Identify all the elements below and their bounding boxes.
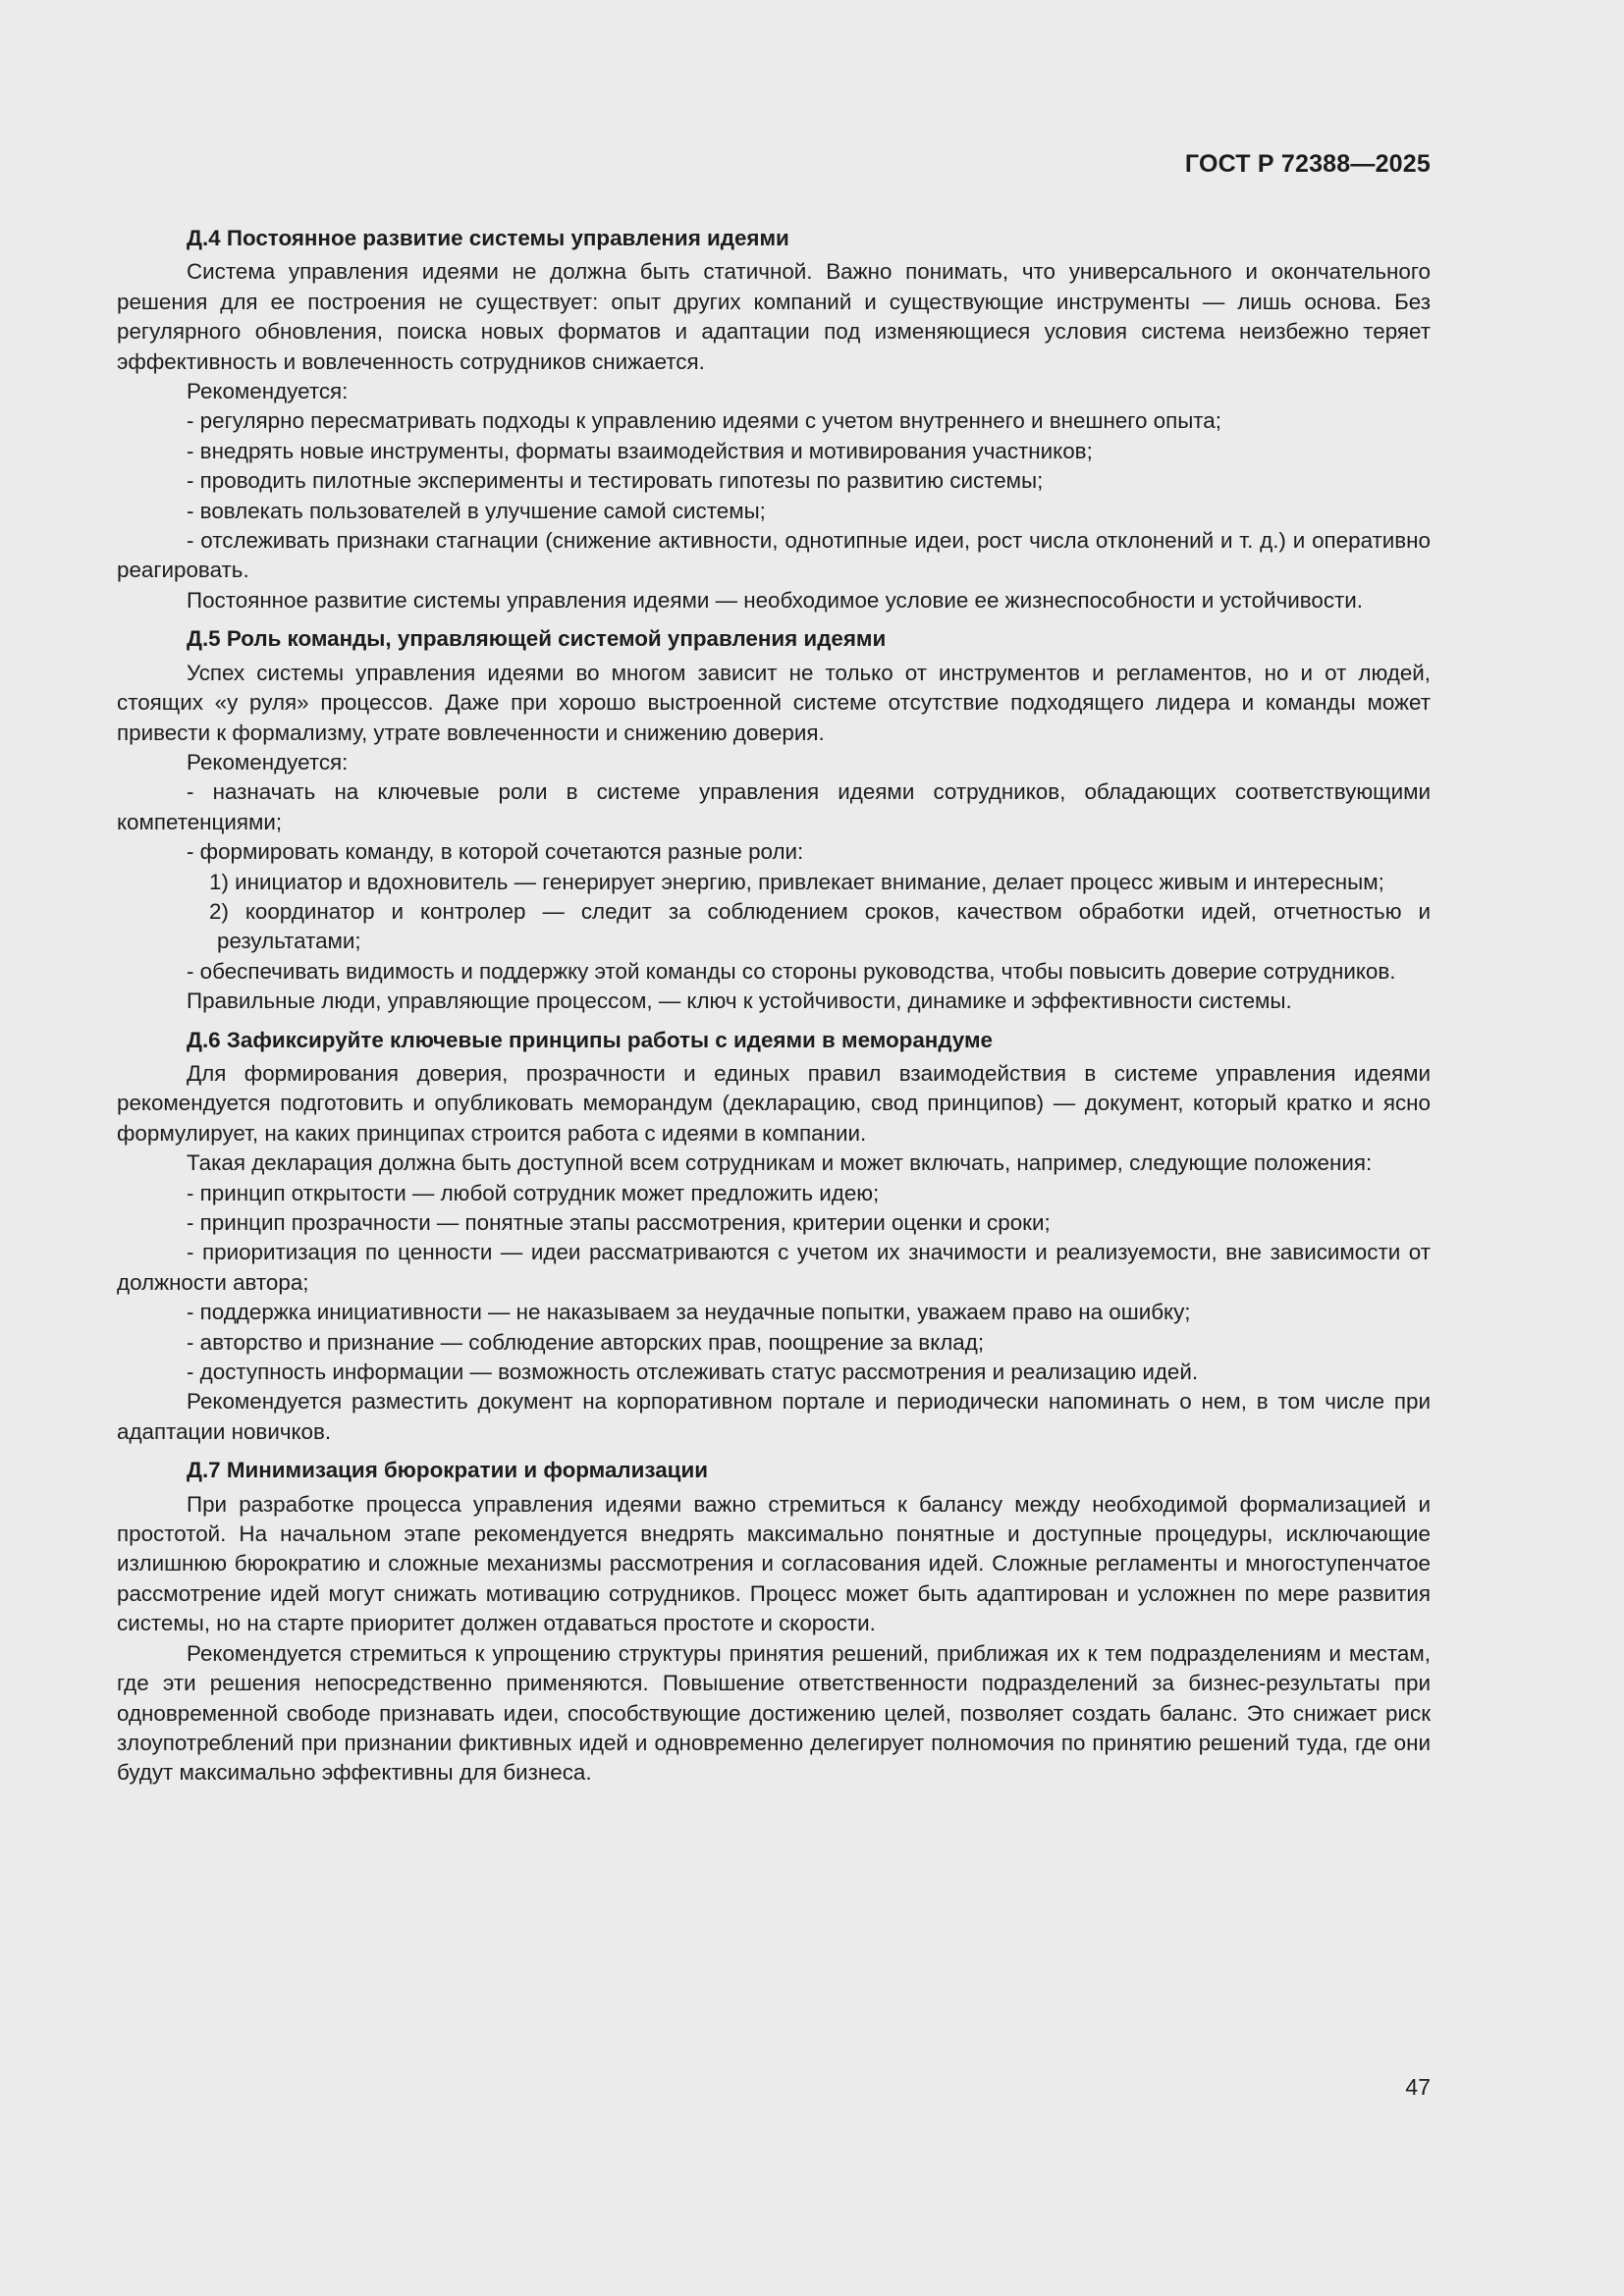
paragraph: Для формирования доверия, прозрачности и единых правил взаимодействия в системе управления идеями рекомендуется подготовить и опубликовать меморандум (декларацию, свод принципов) — документ, который кратко и ясно формулирует, на каких принципах строится работа с идеями в компании. bbox=[117, 1060, 1431, 1146]
paragraph: Рекомендуется стремиться к упрощению структуры принятия решений, приближая их к тем подразделениям и местам, где эти решения непосредственно применяются. Повышение ответственности подразделений за бизнес-результаты при одновременной свободе признавать идеи, способствующие достижению целей, позволяет создать баланс. Это снижает риск злоупотреблений при признании фиктивных идей и одновременно делегирует полномочия по принятию решений туда, где они будут максимально эффективны для бизнеса. bbox=[117, 1640, 1431, 1786]
list-item: - назначать на ключевые роли в системе управления идеями сотрудников, обладающих соответствующими компетенциями; bbox=[117, 779, 1431, 834]
paragraph: Постоянное развитие системы управления идеями — необходимое условие ее жизнеспособности и устойчивости. bbox=[187, 587, 1364, 613]
list-item: - обеспечивать видимость и поддержку этой команды со стороны руководства, чтобы повысить доверие сотрудников. bbox=[187, 958, 1396, 984]
paragraph: Такая декларация должна быть доступной всем сотрудникам и может включать, например, следующие положения: bbox=[187, 1150, 1373, 1176]
sub-list-item: 1) инициатор и вдохновитель — генерирует энергию, привлекает внимание, делает процесс живым и интересным; bbox=[209, 869, 1384, 894]
list-item: - доступность информации — возможность отслеживать статус рассмотрения и реализацию идей. bbox=[187, 1360, 1199, 1385]
list-item: - проводить пилотные эксперименты и тестировать гипотезы по развитию системы; bbox=[187, 468, 1044, 494]
document-body bbox=[117, 224, 1431, 1789]
standard-code-header: ГОСТ Р 72388—2025 bbox=[1184, 150, 1431, 178]
paragraph: Успех системы управления идеями во многом зависит не только от инструментов и регламентов, но и от людей, стоящих «у руля» процессов. Даже при хорошо выстроенной системе отсутствие подходящего лидера и команды может привести к формализму, утрате вовлеченности и снижению доверия. bbox=[117, 660, 1431, 745]
list-item: - приоритизация по ценности — идеи рассматриваются с учетом их значимости и реализуемости, вне зависимости от должности автора; bbox=[117, 1240, 1431, 1295]
list-item: - принцип прозрачности — понятные этапы рассмотрения, критерии оценки и сроки; bbox=[187, 1210, 1051, 1235]
list-item: - отслеживать признаки стагнации (снижение активности, однотипные идеи, рост числа отклонений и т. д.) и оперативно реагировать. bbox=[117, 528, 1431, 583]
list-item: - поддержка инициативности — не наказываем за неудачные попытки, уважаем право на ошибку; bbox=[187, 1300, 1191, 1325]
paragraph: Правильные люди, управляющие процессом, — ключ к устойчивости, динамике и эффективности системы. bbox=[187, 988, 1292, 1014]
sub-list-item: 2) координатор и контролер — следит за соблюдением сроков, качеством обработки идей, отчетностью и результатами; bbox=[209, 898, 1431, 954]
section-heading: Д.5 Роль команды, управляющей системой управления идеями bbox=[187, 626, 887, 652]
paragraph: Рекомендуется: bbox=[187, 749, 349, 774]
paragraph: Рекомендуется: bbox=[187, 379, 349, 404]
list-item: - авторство и признание — соблюдение авторских прав, поощрение за вклад; bbox=[187, 1329, 985, 1355]
list-item: - вовлекать пользователей в улучшение самой системы; bbox=[187, 498, 766, 523]
list-item: - внедрять новые инструменты, форматы взаимодействия и мотивирования участников; bbox=[187, 438, 1093, 463]
paragraph: При разработке процесса управления идеями важно стремиться к балансу между необходимой формализацией и простотой. На начальном этапе рекомендуется внедрять максимально понятные и доступные процедуры, исключающие излишнюю бюрократию и сложные механизмы рассмотрения и согласования идей. Сложные регламенты и многоступенчатое рассмотрение идей могут снижать мотивацию сотрудников. Процесс может быть адаптирован и усложнен по мере развития системы, но на старте приоритет должен отдаваться простоте и скорости. bbox=[117, 1491, 1431, 1636]
paragraph: Рекомендуется разместить документ на корпоративном портале и периодически напоминать о нем, в том числе при адаптации новичков. bbox=[117, 1389, 1431, 1444]
section-heading: Д.6 Зафиксируйте ключевые принципы работы с идеями в меморандуме bbox=[187, 1027, 993, 1052]
list-item: - принцип открытости — любой сотрудник может предложить идею; bbox=[187, 1180, 880, 1205]
page-number: 47 bbox=[1405, 2074, 1431, 2100]
section-heading: Д.7 Минимизация бюрократии и формализации bbox=[187, 1458, 708, 1483]
paragraph: Система управления идеями не должна быть статичной. Важно понимать, что универсального и окончательного решения для ее построения не существует: опыт других компаний и существующие инструменты — лишь основа. Без регулярного обновления, поиска новых форматов и адаптации под изменяющиеся условия система неизбежно теряет эффективность и вовлеченность сотрудников снижается. bbox=[117, 259, 1431, 374]
list-item: - регулярно пересматривать подходы к управлению идеями с учетом внутреннего и внешнего опыта; bbox=[187, 408, 1221, 434]
list-item: - формировать команду, в которой сочетаются разные роли: bbox=[187, 839, 804, 865]
section-heading: Д.4 Постоянное развитие системы управления идеями bbox=[187, 226, 789, 250]
